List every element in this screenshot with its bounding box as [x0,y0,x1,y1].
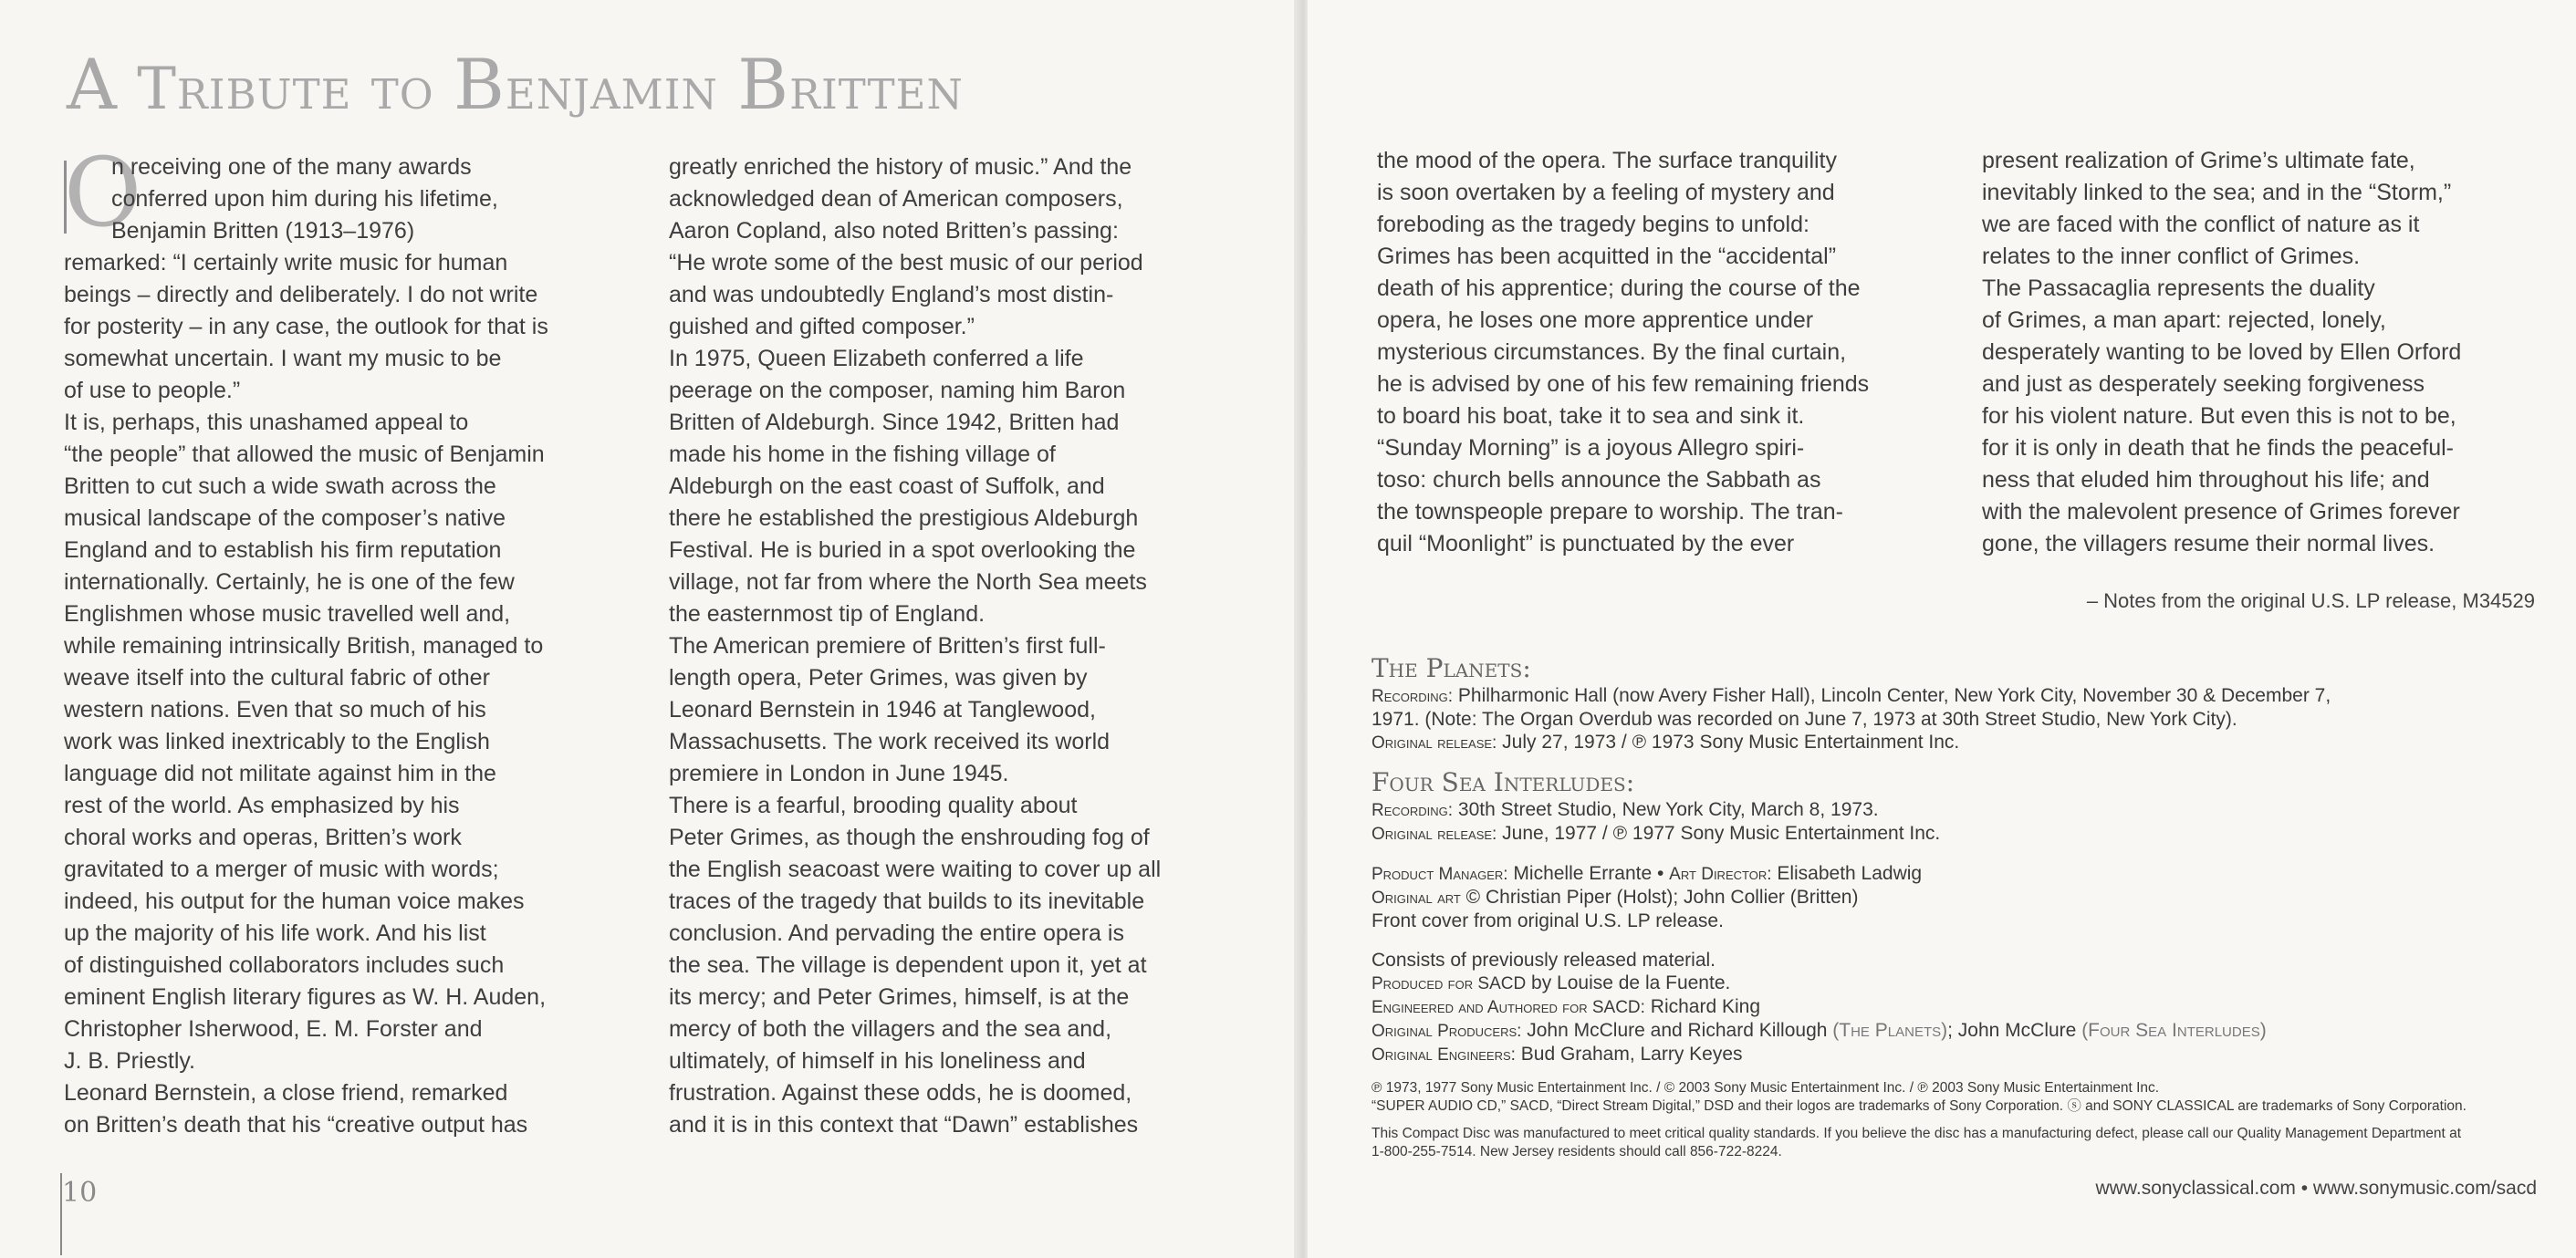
planets-release [1371,731,2549,754]
column-1-body: It is, perhaps, this unashamed appeal to “the people” that allowed the music of Benjamin Britten to cut such a wide swath across the musical landscape of the composer’s native England and to establish his firm reputation internationally. Certainly, he is one of the few Englishmen whose music travelled well and, while remaining intrinsically British, managed to weave itself into the cultural fabric of other western nations. Even that so much of his work was linked inextricably to the English language did not militate against him in the rest of the world. As emphasized by his choral works and operas, Britten’s work gravitated to a merger of music with words; indeed, his output for the human voice makes up the majority of his life work. And his list of distinguished collaborators includes such eminent English literary figures as W. H. Auden, Christopher Isherwood, E. M. Forster and J. B. Priestly. Leonard Bernstein, a close friend, remarked on Britten’s death that his “creative output has [64,410,547,1138]
text-column-2 [669,151,1235,1141]
produced-for-sacd [1371,972,2549,995]
title-cap-a: A [67,44,118,125]
producers-label: Original Producers: [1371,1022,1522,1041]
opening-line: of use to people.” [64,378,241,403]
product-manager-label: Product Manager: [1371,865,1508,884]
art-director-label: Art Director: [1669,865,1772,884]
producers-interludes: (Four Sea Interludes) [2081,1020,2267,1041]
column-4-body: present realization of Grime’s ultimate fate, inevitably linked to the sea; and in the “Storm,” we are faced with the conflict of nature as it relates to the inner conflict of Grimes. The Passacaglia represents the duality of Grimes, a man apart: rejected, lonely, desperately wanting to be loved by Ellen Orford and just as desperately seeking forgiveness for his violent nature. But even this is not to be, for it is only in death that he finds the peaceful- ness that eluded him throughout his life; and with the malevolent presence of Grimes forever gone, the villagers resume their normal lives. [1982,148,2462,556]
engineered-text: Richard King [1644,996,1760,1017]
producers-text: John McClure and Richard Killough [1521,1020,1833,1041]
text-column-1 [64,151,630,1141]
staff-manager-director [1371,862,2549,886]
opening-line: for posterity – in any case, the outlook for that is [64,314,548,339]
page-title [67,44,964,125]
producers-mid: ; John McClure [1947,1020,2082,1041]
consists-note: Consists of previously released material. [1371,950,1716,971]
original-art-text: © Christian Piper (Holst); John Collier (Britten) [1460,887,1859,908]
opening-line: Benjamin Britten (1913–1976) [111,218,415,244]
art-director: Elisabeth Ladwig [1771,863,1923,884]
copyright-notice: ℗ 1973, 1977 Sony Music Entertainment Inc. / © 2003 Sony Music Entertainment Inc. / ℗ 2003 Sony Music Entertainment Inc. “SUPER AUDIO CD,” SACD, “Direct Stream Digital,” DSD and their logos are trademarks of Sony Corporation. ⓢ and SONY CLASSICAL are trademarks of Sony Corporation. [1371,1080,2466,1114]
column-3-body: the mood of the opera. The surface tranquility is soon overtaken by a feeling of mystery and foreboding as the tragedy begins to unfold: Grimes has been acquitted in the “accidental” death of his apprentice; during the course of the opera, he loses one more apprentice under mysterious circumstances. By the final curtain, he is advised by one of his few remaining friends to board his boat, take it to sea and sink it. “Sunday Morning” is a joyous Allegro spiri- toso: church bells announce the Sabbath as the townspeople prepare to worship. The tran- quil “Moonlight” is punctuated by the ever [1377,148,1870,556]
original-engineers [1371,1043,2549,1066]
column-2-body: greatly enriched the history of music.” And the acknowledged dean of American composers, Aaron Copland, also noted Britten’s passing: “He wrote some of the best music of our period and was undoubtedly England’s most distin- guished and gifted composer.” In 1975, Queen Elizabeth conferred a life peerage on the composer, naming him Baron Britten of Aldeburgh. Since 1942, Britten had made his home in the fishing village of Aldeburgh on the east coast of Suffolk, and there he established the prestigious Aldeburgh Festival. He is buried in a spot overlooking the village, not far from where the North Sea meets the easternmost tip of England. The American premiere of Britten’s first full- length opera, Peter Grimes, was given by Leonard Bernstein in 1946 at Tanglewood, Massachusetts. The work received its world premiere in London in June 1945. There is a fearful, brooding quality about Peter Grimes, as though the enshrouding fog of the English seacoast were waiting to cover up all traces of the tragedy that builds to its inevitable conclusion. And pervading the entire opera is the sea. The village is dependent upon it, yet at its mercy; and Peter Grimes, himself, is at the mercy of both the villagers and the sea and, ultimately, of himself in his loneliness and frustration. Against these odds, he is doomed, and it is in this context that “Dawn” establishes [669,154,1162,1138]
interludes-release-text: June, 1977 / ℗ 1977 Sony Music Entertainment Inc. [1497,823,1941,844]
interludes-recording [1371,798,2549,822]
planets-release-text: July 27, 1973 / ℗ 1973 Sony Music Entertainment Inc. [1497,732,1960,753]
page-number: 10 [62,1177,98,1209]
drop-cap: O [64,137,142,248]
planets-recording [1371,684,2549,731]
produced-label: Produced for SACD [1371,974,1527,993]
original-art-label: Original art [1371,889,1461,908]
front-cover-note: Front cover from original U.S. LP release. [1371,910,1724,931]
credits-block [1371,653,2549,1161]
interludes-recording-text: 30th Street Studio, New York City, March 8, 1973. [1453,799,1879,820]
engineered-label: Engineered and Authored for SACD: [1371,998,1645,1017]
title-part-1: Tribute to [117,56,454,123]
title-cap-b1: B [454,44,506,125]
footer-urls: www.sonyclassical.com • www.sonymusic.com/sacd [2095,1178,2537,1199]
planets-release-label: Original release: [1371,733,1497,753]
opening-line: conferred upon him during his lifetime, [111,186,498,212]
interludes-release-label: Original release: [1371,825,1497,844]
original-art [1371,886,2549,910]
produced-text: by Louise de la Fuente. [1526,972,1731,993]
planets-recording-label: Recording: [1371,687,1454,706]
opening-line: remarked: “I certainly write music for human [64,250,508,276]
interludes-release [1371,822,2549,846]
product-manager: Michelle Errante • [1507,863,1670,884]
title-part-3: ritten [789,56,964,123]
planets-recording-text: Philharmonic Hall (now Avery Fisher Hall), Lincoln Center, New York City, November 30 & December 7, 1971. (Note: The Organ Overdub was recorded on June 7, 1973 at 30th Street Studio, New York City). [1371,685,2331,730]
title-part-2: enjamin [505,56,738,123]
opening-text [64,151,630,407]
text-column-4 [1982,145,2548,560]
opening-line: somewhat uncertain. I want my music to be [64,346,502,371]
text-column-3 [1377,145,1943,560]
opening-line: beings – directly and deliberately. I do not write [64,282,538,307]
original-producers [1371,1019,2549,1043]
opening-paragraph [64,151,630,407]
engineered-for-sacd [1371,995,2549,1019]
opening-line: n receiving one of the many awards [111,154,472,180]
engineers-label: Original Engineers: [1371,1045,1516,1065]
source-note: – Notes from the original U.S. LP release, M34529 [2086,589,2535,612]
interludes-heading: Four Sea Interludes: [1371,767,1635,797]
quality-notice: This Compact Disc was manufactured to meet critical quality standards. If you believe the disc has a manufacturing defect, please call our Quality Management Department at 1-800-255-7514. New Jersey residents should call 856-722-8224. [1371,1126,2462,1159]
engineers-text: Bud Graham, Larry Keyes [1515,1044,1743,1065]
producers-planets: (The Planets) [1832,1020,1948,1041]
title-cap-b2: B [737,44,790,125]
planets-heading: The Planets: [1371,653,1531,683]
interludes-recording-label: Recording: [1371,801,1454,820]
